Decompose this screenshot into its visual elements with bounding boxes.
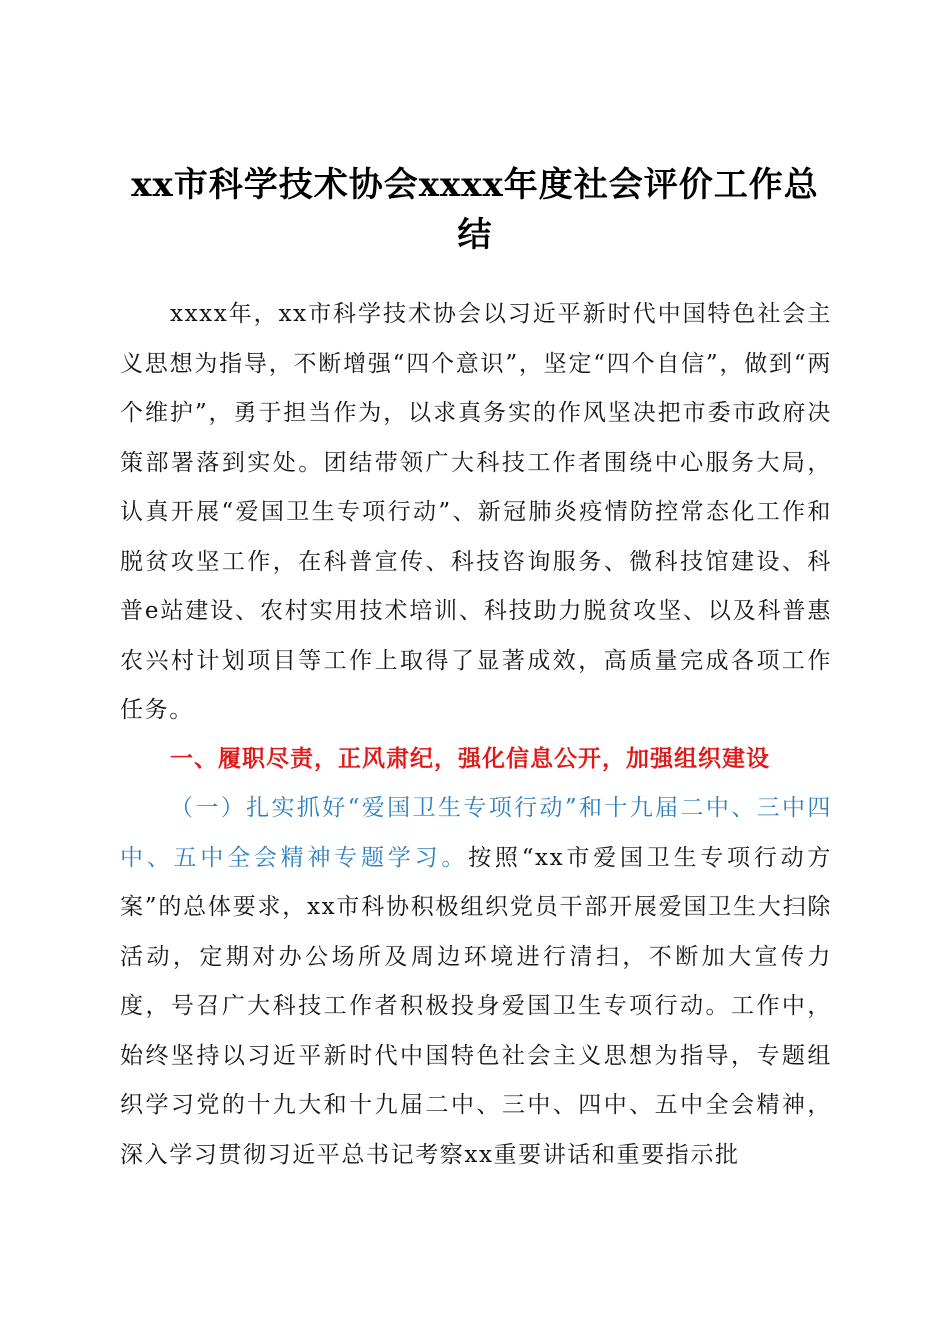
section-heading: 一、履职尽责，正风肃纪，强化信息公开，加强组织建设 xyxy=(170,746,770,772)
subsection-body: 按照“xx市爱国卫生专项行动方案”的总体要求，xx市科协积极组织党员干部开展爱国卫生大扫除活动，定期对办公场所及周边环境进行清扫，不断加大宣传力度，号召广大科技工作者积极投身爱国卫生专项行动。工作中，始终坚持以习近平新时代中国特色社会主义思想为指导，专题组织学习党的十九大和十九届二中、三中、四中、五中全会精神，深入学习贯彻习近平总书记考察xx重要讲话和重要指示批 xyxy=(120,844,832,1168)
intro-paragraph: xxxx年，xx市科学技术协会以习近平新时代中国特色社会主义思想为指导，不断增强“四个意识”，坚定“四个自信”，做到“两个维护”，勇于担当作为，以求真务实的作风坚决把市委市政府决策部署落到实处。团结带领广大科技工作者围绕中心服务大局，认真开展“爱国卫生专项行动”、新冠肺炎疫情防控常态化工作和脱贫攻坚工作，在科普宣传、科技咨询服务、微科技馆建设、科普e站建设、农村实用技术培训、科技助力脱贫攻坚、以及科普惠农兴村计划项目等工作上取得了显著成效，高质量完成各项工作任务。 xyxy=(120,301,832,723)
subsection-heading: （一）扎实抓好“爱国卫生专项行动”和十九届二中、三中四中、五中全会精神专题学习。 xyxy=(120,795,832,871)
subsection-paragraph xyxy=(120,784,832,1180)
document-title: xx市科学技术协会xxxx年度社会评价工作总结 xyxy=(131,165,819,255)
